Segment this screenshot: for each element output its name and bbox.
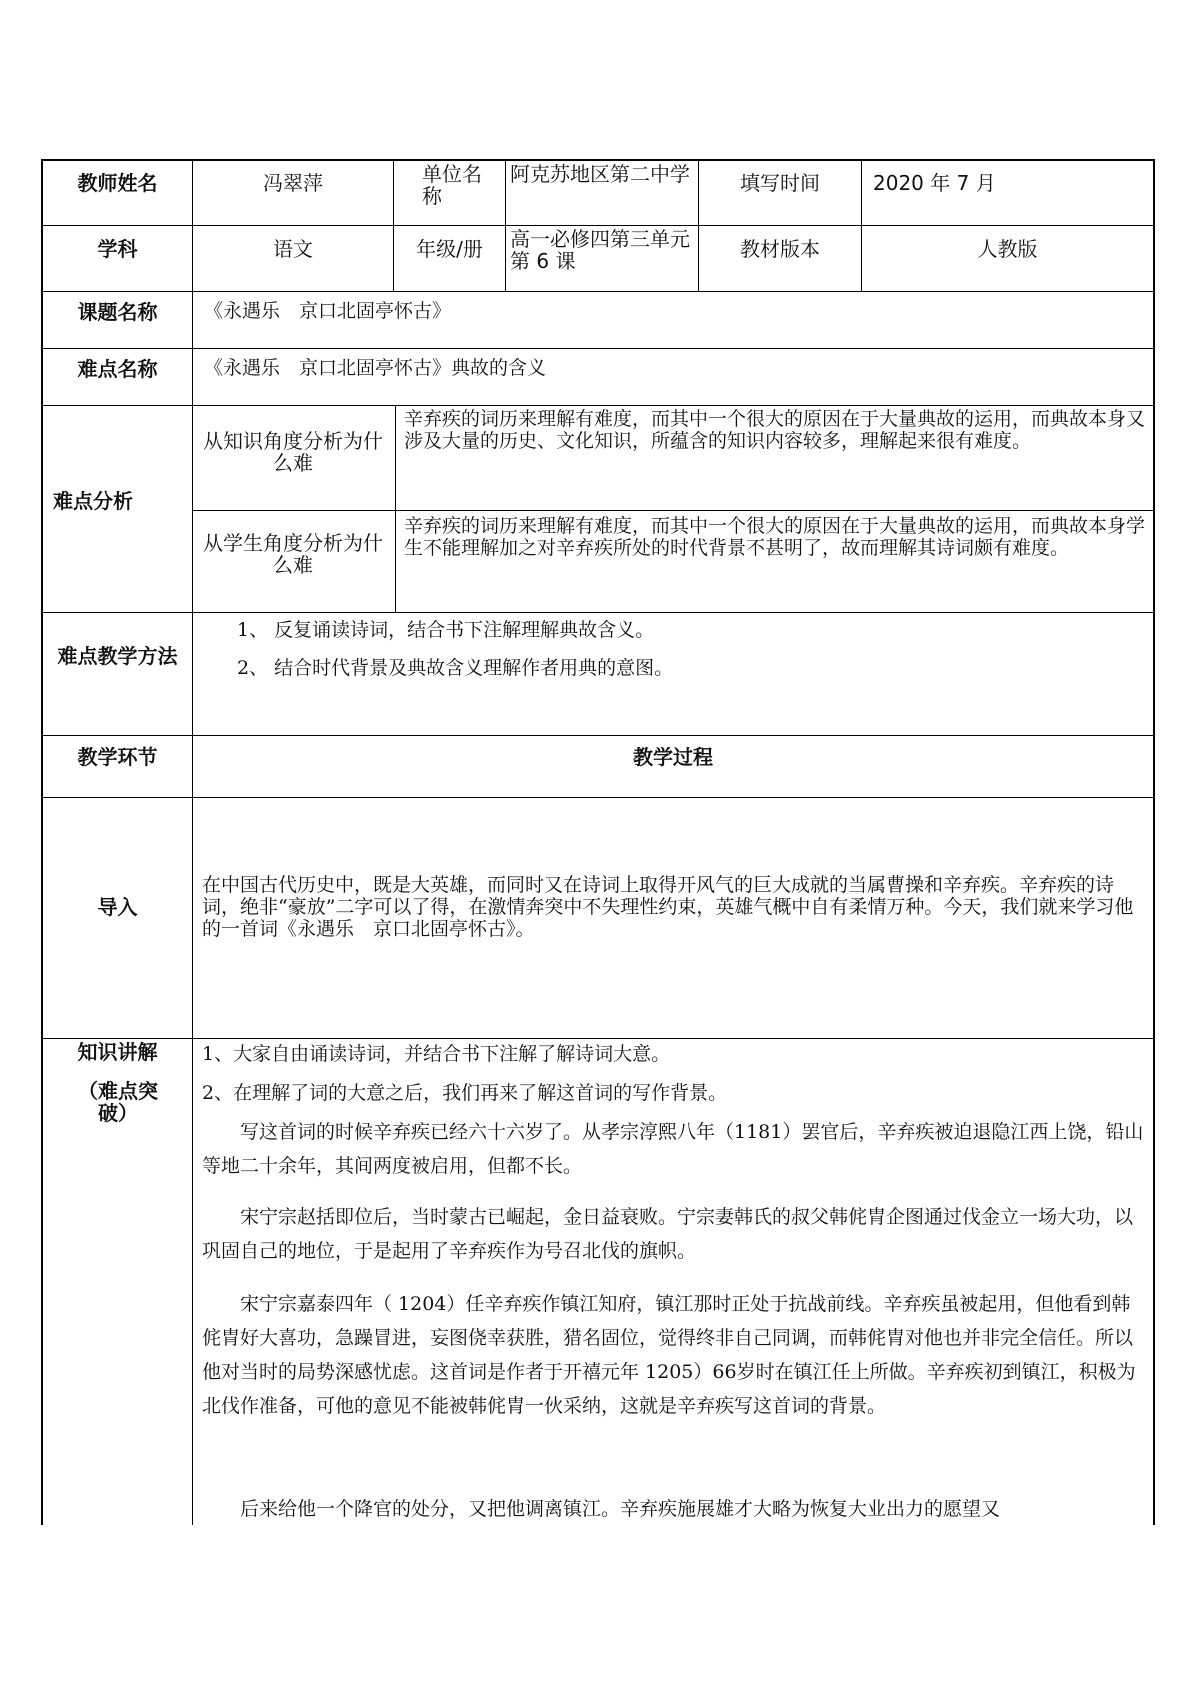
- knowledge-section-label-2: （难点突破）: [78, 1079, 158, 1125]
- knowledge-step-2: 2、在理解了词的大意之后，我们再来了解这首词的写作背景。: [202, 1082, 728, 1104]
- fill-date-label: 填写时间: [740, 171, 820, 195]
- paragraph-text: 宋宁宗赵括即位后，当时蒙古已崛起，金日益衰败。宁宗妻韩氏的叔父韩侂胄企图通过伐金立一场大功，以巩固自己的地位，于是起用了辛弃疾作为号召北伐的旗帜。: [202, 1206, 1134, 1262]
- student-angle-label: 从学生角度分析为什么难: [203, 531, 383, 577]
- grade-label: 年级/册: [416, 237, 483, 261]
- table-border-right: [1153, 159, 1155, 1525]
- col-divider-1: [192, 159, 193, 1525]
- row-line-8: [41, 1038, 1155, 1039]
- background-paragraph-4: [202, 1492, 1147, 1526]
- method-item-1: 1、 反复诵读诗词，结合书下注解理解典故含义。: [237, 619, 655, 641]
- row-line-3: [41, 348, 1155, 349]
- student-angle-text: 辛弃疾的词历来理解有难度，而其中一个很大的原因在于大量典故的运用，而典故本身学生不能理解加之对辛弃疾所处的时代背景不甚明了，故而理解其诗词颇有难度。: [404, 515, 1146, 559]
- row-line-6: [41, 735, 1155, 736]
- topic-label: 课题名称: [77, 300, 158, 324]
- difficulty-label: 难点名称: [77, 357, 158, 381]
- knowledge-step-1: 1、大家自由诵读诗词，并结合书下注解了解诗词大意。: [202, 1043, 671, 1065]
- paragraph-text: 后来给他一个降官的处分，又把他调离镇江。辛弃疾施展雄才大略为恢复大业出力的愿望又: [240, 1498, 1001, 1520]
- teacher-name-label: 教师姓名: [77, 171, 158, 195]
- edition-label: 教材版本: [740, 237, 820, 261]
- teacher-name-value: 冯翠萍: [263, 171, 323, 195]
- subject-label: 学科: [97, 237, 138, 261]
- unit-name-value: 阿克苏地区第二中学: [510, 162, 690, 186]
- subject-value: 语文: [273, 237, 313, 261]
- row-line-top: [41, 159, 1155, 161]
- background-paragraph-1: [202, 1115, 1147, 1183]
- knowledge-angle-text: 辛弃疾的词历来理解有难度，而其中一个很大的原因在于大量典故的运用，而典故本身又涉及大量的历史、文化知识，所蕴含的知识内容较多，理解起来很有难度。: [404, 408, 1146, 452]
- method-label: 难点教学方法: [57, 644, 178, 668]
- unit-name-label: 单位名称: [422, 162, 482, 208]
- stage-header: 教学环节: [77, 745, 158, 769]
- paragraph-text: 写这首词的时候辛弃疾已经六十六岁了。从孝宗淳熙八年（1181）罢官后，辛弃疾被迫退隐江西上饶，铅山等地二十余年，其间两度被启用，但都不长。: [202, 1121, 1144, 1177]
- difficulty-value: 《永遇乐 京口北固亭怀古》典故的含义: [204, 357, 547, 379]
- row-line-4: [41, 405, 1155, 406]
- fill-date-value: 2020 年 7 月: [873, 171, 996, 195]
- intro-text: 在中国古代历史中，既是大英雄，而同时又在诗词上取得开风气的巨大成就的当属曹操和辛弃疾。辛弃疾的诗词，绝非“豪放”二字可以了得，在激情奔突中不失理性约束，英雄气概中自有柔情万种。今天，我们就来学习他的一首词《永遇乐 京口北固亭怀古》。: [202, 874, 1134, 940]
- row-line-2: [41, 291, 1155, 292]
- edition-value: 人教版: [977, 237, 1038, 261]
- analysis-label: 难点分析: [53, 489, 133, 513]
- row-line-analysis-mid: [192, 510, 1155, 511]
- knowledge-section-label-1: 知识讲解: [77, 1040, 158, 1064]
- topic-value: 《永遇乐 京口北固亭怀古》: [204, 300, 452, 322]
- row-line-5: [41, 612, 1155, 613]
- process-header: 教学过程: [633, 745, 713, 769]
- row-line-7: [41, 797, 1155, 798]
- background-paragraph-2: [202, 1200, 1147, 1268]
- paragraph-text: 宋宁宗嘉泰四年（ 1204）任辛弃疾作镇江知府，镇江那时正处于抗战前线。辛弃疾虽被起用，但他看到韩侂胄好大喜功，急躁冒进，妄图侥幸获胜，猎名固位，觉得终非自己同调，而韩侂胄对他也并非完全信任。所以他对当时的局势深感忧虑。这首词是作者于开禧元年 1205）66岁时在镇江任上所做。辛弃疾初到镇江，积极为北伐作准备，可他的意见不能被韩侂胄一伙采纳，这就是辛弃疾写这首词的背景。: [202, 1293, 1136, 1417]
- method-item-2: 2、 结合时代背景及典故含义理解作者用典的意图。: [237, 657, 674, 679]
- background-paragraph-3: [202, 1287, 1147, 1423]
- row-line-1: [41, 225, 1155, 226]
- intro-label: 导入: [97, 895, 138, 919]
- knowledge-angle-label: 从知识角度分析为什么难: [203, 429, 383, 475]
- grade-value: 高一必修四第三单元第 6 课: [510, 227, 690, 273]
